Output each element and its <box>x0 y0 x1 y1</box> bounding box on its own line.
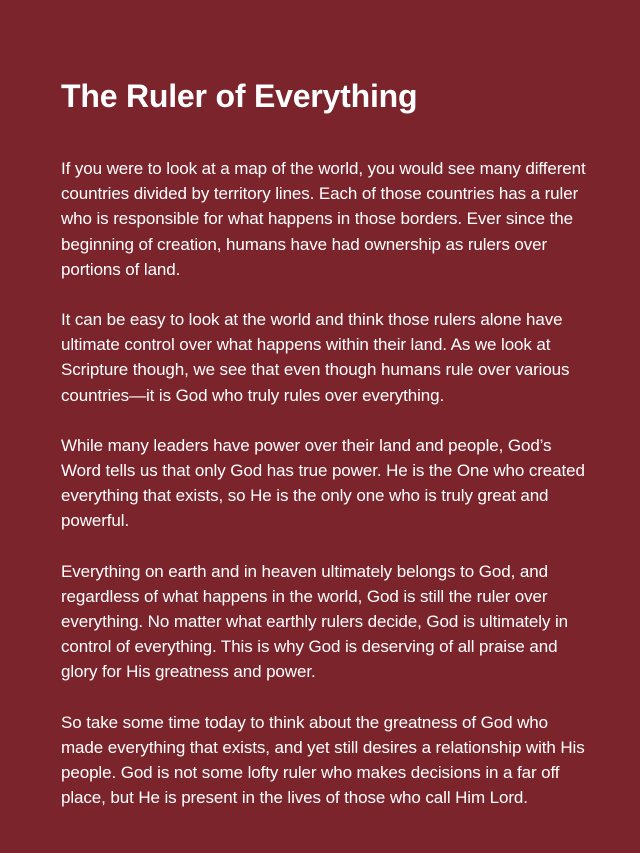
paragraph-3: While many leaders have power over their land and people, God’s Word tells us that only God has true power. He is the One who created everything that exists, so He is the only one who is truly great and powerful. <box>61 435 585 531</box>
paragraph-1: If you were to look at a map of the world, you would see many different countries divided by territory lines. Each of those countries has a ruler who is responsible for what happens in those borders. Ever since the beginning of creation, humans have had ownership as rulers over portions of land. <box>61 159 586 279</box>
article-body <box>61 156 588 810</box>
paragraph-4: Everything on earth and in heaven ultimately belongs to God, and regardless of what happens in the world, God is still the ruler over everything. No matter what earthly rulers decide, God is ultimately in control of everything. This is why God is deserving of all praise and glory for His greatness and power. <box>61 561 569 682</box>
paragraph-2: It can be easy to look at the world and think those rulers alone have ultimate control over what happens within their land. As we look at Scripture though, we see that even though humans rule over various countries—it is God who truly rules over everything. <box>61 310 570 405</box>
paragraph-5: So take some time today to think about the greatness of God who made everything that exists, and yet still desires a relationship with His people. God is not some lofty ruler who makes decisions in a far off place, but He is present in the lives of those who call Him Lord. <box>61 712 585 808</box>
page-title: The Ruler of Everything <box>61 78 418 114</box>
